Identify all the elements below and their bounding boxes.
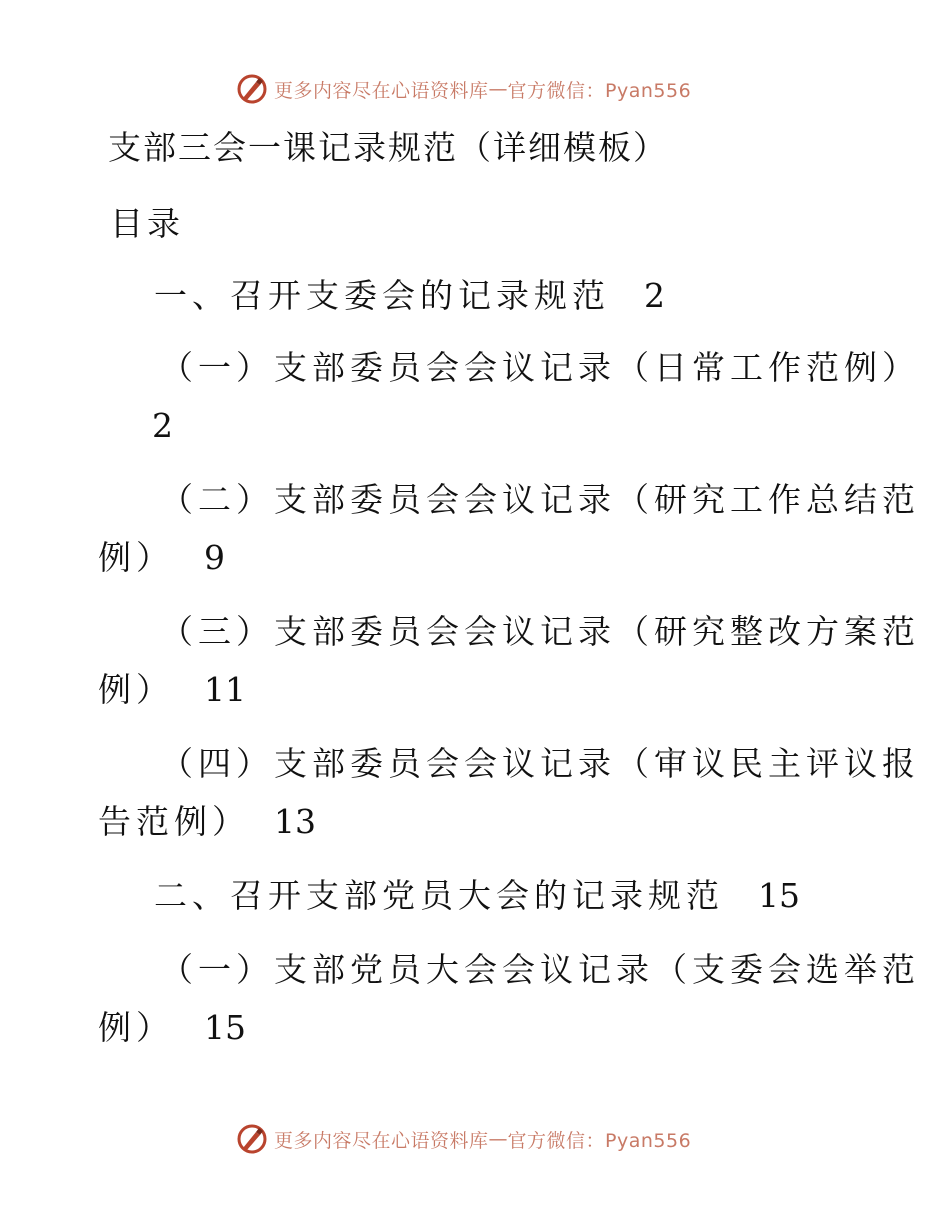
- toc-entry-1[interactable]: [154, 276, 665, 316]
- toc-entry-label-cont: 告范例）: [98, 802, 250, 841]
- toc-entry-label: （一）支部党员大会会议记录（支委会选举范: [160, 950, 920, 989]
- toc-entry-1-2[interactable]: [160, 480, 920, 520]
- toc-entry-2-1-cont: [98, 1008, 246, 1048]
- toc-page-number: 2: [644, 276, 665, 315]
- toc-entry-label: （四）支部委员会会议记录（审议民主评议报: [160, 744, 920, 783]
- toc-entry-1-1-page: [152, 406, 178, 446]
- watermark-dash: —: [488, 1128, 508, 1150]
- header-watermark: [236, 72, 691, 106]
- toc-page-number: 11: [204, 670, 246, 709]
- document-title: 支部三会一课记录规范（详细模板）: [108, 128, 668, 167]
- toc-entry-1-4-cont: [98, 802, 316, 842]
- toc-entry-1-2-cont: [98, 538, 225, 578]
- toc-entry-label-cont: 例）: [98, 538, 174, 577]
- pen-logo-icon: [236, 73, 268, 105]
- footer-watermark: [236, 1122, 691, 1156]
- watermark-dash: —: [488, 78, 508, 100]
- toc-entry-label: 二、召开支部党员大会的记录规范: [154, 876, 724, 915]
- toc-entry-label: （三）支部委员会会议记录（研究整改方案范: [160, 612, 920, 651]
- toc-entry-label: （二）支部委员会会议记录（研究工作总结范: [160, 480, 920, 519]
- pen-logo-icon: [236, 1123, 268, 1155]
- toc-entry-2[interactable]: [154, 876, 800, 916]
- toc-page-number: 15: [204, 1008, 246, 1047]
- watermark-text: 更多内容尽在心语资料库: [274, 1129, 489, 1152]
- toc-entry-label: 一、召开支委会的记录规范: [154, 276, 610, 315]
- toc-entry-1-4[interactable]: [160, 744, 920, 784]
- toc-entry-1-3-cont: [98, 670, 246, 710]
- toc-entry-1-1[interactable]: [160, 348, 920, 388]
- watermark-contact: 官方微信：Pyan556: [507, 79, 692, 102]
- toc-entry-label-cont: 例）: [98, 670, 174, 709]
- toc-entry-label-cont: 例）: [98, 1008, 174, 1047]
- toc-entry-1-3[interactable]: [160, 612, 920, 652]
- toc-entry-label: （一）支部委员会会议记录（日常工作范例）: [160, 348, 920, 387]
- toc-page-number: 9: [204, 538, 225, 577]
- watermark-text: 更多内容尽在心语资料库: [274, 79, 489, 102]
- toc-page-number: 13: [274, 802, 316, 841]
- watermark-contact: 官方微信：Pyan556: [507, 1129, 692, 1152]
- toc-heading: 目录: [110, 204, 184, 243]
- toc-page-number: 2: [152, 406, 178, 445]
- toc-page-number: 15: [758, 876, 800, 915]
- toc-entry-2-1[interactable]: [160, 950, 920, 990]
